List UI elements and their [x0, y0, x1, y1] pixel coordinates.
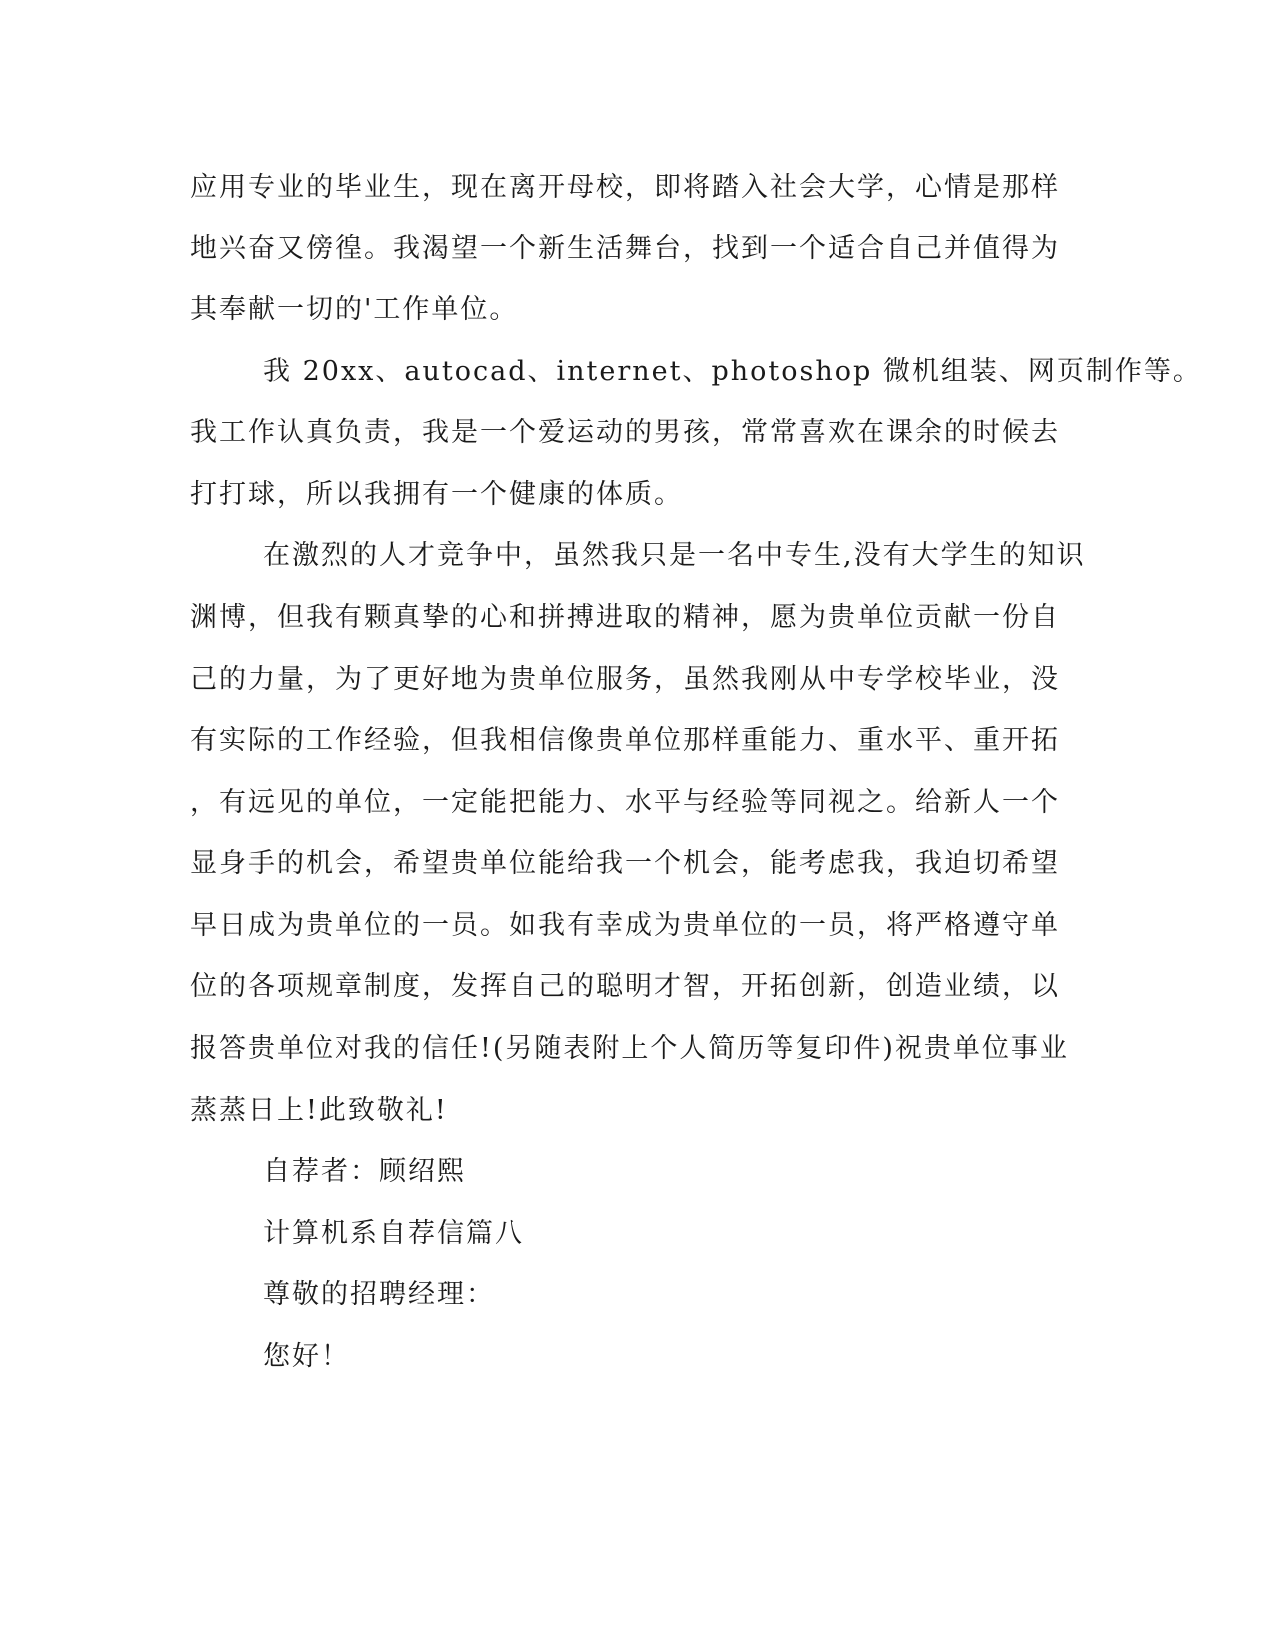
- paragraph-line: 显身手的机会，希望贵单位能给我一个机会，能考虑我，我迫切希望: [190, 848, 1060, 879]
- paragraph-line: 渊博，但我有颗真挚的心和拼搏进取的精神，愿为贵单位贡献一份自: [190, 602, 1060, 633]
- paragraph-line: ，有远见的单位，一定能把能力、水平与经验等同视之。给新人一个: [190, 787, 1060, 818]
- signature-line: 自荐者：顾绍熙: [263, 1156, 466, 1187]
- paragraph-line: 报答贵单位对我的信任!(另随表附上个人简历等复印件)祝贵单位事业: [190, 1033, 1069, 1064]
- paragraph-line: 在激烈的人才竞争中，虽然我只是一名中专生,没有大学生的知识: [263, 540, 1086, 571]
- paragraph-line: 位的各项规章制度，发挥自己的聪明才智，开拓创新，创造业绩，以: [190, 971, 1060, 1002]
- section-title: 计算机系自荐信篇八: [263, 1218, 524, 1249]
- paragraph-line: 蒸蒸日上!此致敬礼!: [190, 1095, 448, 1126]
- paragraph-line: 应用专业的毕业生，现在离开母校，即将踏入社会大学，心情是那样: [190, 172, 1060, 203]
- paragraph-line: 地兴奋又傍徨。我渴望一个新生活舞台，找到一个适合自己并值得为: [190, 233, 1060, 264]
- paragraph-line: 我工作认真负责，我是一个爱运动的男孩，常常喜欢在课余的时候去: [190, 417, 1060, 448]
- paragraph-line: 打打球，所以我拥有一个健康的体质。: [190, 479, 683, 510]
- paragraph-line: 有实际的工作经验，但我相信像贵单位那样重能力、重水平、重开拓: [190, 725, 1060, 756]
- paragraph-line: 早日成为贵单位的一员。如我有幸成为贵单位的一员，将严格遵守单: [190, 910, 1060, 941]
- paragraph-line: 己的力量，为了更好地为贵单位服务，虽然我刚从中专学校毕业，没: [190, 664, 1060, 695]
- salutation: 尊敬的招聘经理：: [263, 1279, 495, 1310]
- paragraph-line: 其奉献一切的'工作单位。: [190, 294, 519, 325]
- greeting: 您好！: [263, 1341, 350, 1372]
- paragraph-line: 我 20xx、autocad、internet、photoshop 微机组装、网页制作等。: [263, 356, 1202, 387]
